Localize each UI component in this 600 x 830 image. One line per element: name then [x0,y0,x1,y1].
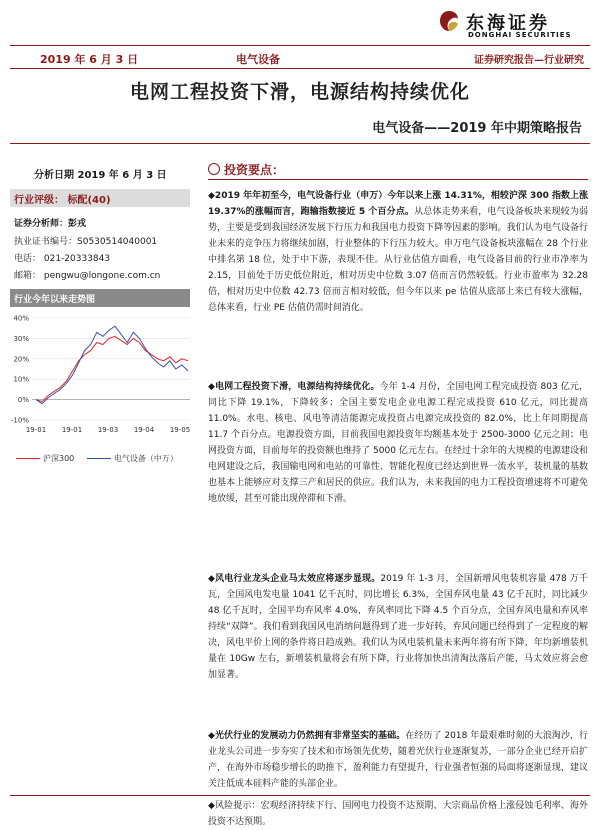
brand-name-en: DONGHAI SECURITIES [468,31,572,39]
paragraph-risk: ◆风险提示：宏观经济持续下行、国网电力投资不达预期、大宗商品价格上涨侵蚀毛利率、海外投资不达预期。 [208,801,588,827]
series-line-hs300 [36,336,188,401]
y-tick-label: 10% [13,375,29,384]
chart-legend [16,453,178,464]
industry-rating: 行业评级： 标配(40) [14,195,111,206]
key-points-divider [208,179,588,180]
key-points-icon [208,163,220,175]
logo-mark-icon [438,10,460,32]
page-subtitle: 电气设备——2019 年中期策略报告 [372,121,582,136]
y-tick-label: 20% [13,355,29,364]
y-tick-label: 40% [13,314,29,323]
x-tick-label: 19-03 [97,426,119,434]
x-tick-label: 19-01 [25,426,47,434]
header-top-rule [10,45,590,46]
paragraph-grid-investment: ◆电网工程投资下滑，电源结构持续优化。今年 1-4 月份，全国电网工程完成投资 803 亿元，同比下降 19.1%，下降较多；全国主要发电企业电源工程完成投资 610 亿元，同比提高 11.0%。水电、核电、风电等清洁能源完成投资占电源完成投资的 82.0%，比上年同期提高 11.7 个百分点。电源投资方面，目前我国电源投资年均额基本处于 2500-3000 亿元之间；电网投资方面，目前每年的投资额也维持了 5000 亿元左右。在经过十余年的大规模的电源建设和电网建设之后，我国输电网和电站的可靠性、智能化程度已经达到世界一流水平，装机量的基数也基本上能够应对支撑三产和居民的供应。我们认为，未来我国的电力工程投资增速将不可避免地放缓，甚至可能出现停滞和下滑。 [208,382,588,504]
y-tick-label: -10% [10,416,29,425]
x-tick-label: 19-05 [169,426,191,434]
key-points-heading: 投资要点： [208,161,284,178]
footer-rule [10,795,590,796]
report-sector: 电气设备 [236,53,280,66]
brand-logo [438,6,588,40]
analyst-email[interactable]: 邮箱： pengwu@longone.com.cn [14,271,161,281]
legend-swatch-elec [87,458,111,459]
x-tick-label: 19-04 [133,426,155,434]
title-rule [10,143,590,144]
legend-label-hs300: 沪深300 [43,454,75,463]
chart-heading: 行业今年以来走势图 [14,295,96,305]
analyst-cert: 执业证书编号：S0530514040001 [14,237,158,247]
legend-swatch-hs300 [16,458,40,459]
x-tick-label: 19-01 [61,426,83,434]
y-tick-label: 0% [17,396,29,405]
brand-name-cn: 东海证券 [466,13,550,34]
report-date: 2019 年 6 月 3 日 [40,53,139,66]
report-type: 证券研究报告—行业研究 [474,55,584,66]
page-title: 电网工程投资下滑，电源结构持续优化 [129,81,470,103]
paragraph-wind-power: ◆风电行业龙头企业马太效应将逐步显现。2019 年 1-3 月，全国新增风电装机容量 478 万千瓦，全国风电发电量 1041 亿千瓦时，同比增长 6.3%，全国弃风电量 43 亿千瓦时，同比减少 48 亿千瓦时，全国平均弃风率 4.0%，弃风率同比下降 4.5 个百分点，全国弃风电量和弃风率持续“双降”。我们看到我国风电消纳问题得到了进一步好转，弃风问题已经得到了一定程度的解决，风电平价上网的条件将日趋成熟。我们认为风电装机量未来两年将有所下降，年均新增装机量在 10Gw 左右，新增装机量将会有所下降，行业将加快出清淘汰落后产能，马太效应将会愈加显著。 [208,574,588,680]
y-tick-label: 30% [13,334,29,343]
industry-trend-chart [10,312,195,440]
legend-label-elec: 电气设备（中万） [113,454,178,463]
paragraph-solar: ◆光伏行业的发展动力仍然拥有非常坚实的基础。在经历了 2018 年最艰难时刻的大浪淘沙，行业龙头公司进一步夯实了技术和市场领先优势，随着光伏行业逐渐复苏，一部分企业已经开启扩产，在海外市场稳步增长的助推下，盈利能力有望提升，行业强者恒强的局面将逐渐显现，建议关注低成本硅料产能的头部企业。 [208,731,588,789]
header-bottom-rule [10,68,590,69]
analysis-date: 分析日期 2019 年 6 月 3 日 [34,170,167,181]
analyst-name: 证券分析师：彭戎 [14,219,87,229]
paragraph-market-performance: ◆2019 年年初至今，电气设备行业（申万）今年以来上涨 14.31%，相较沪深 300 指数上涨 19.37%的涨幅而言，跑输指数接近 5 个百分点。从总体走势来看，电气设备板块来现较为弱势，主要是受到我国经济发展下行压力和我国电力投资下降等因素的影响。我们认为电气设备行业未来的竞争压力将继续加剧，行业整体的下行压力较大。申万电气设备板块涨幅在 28 个行业中排名第 18 位，处于中下游，表现不佳。从行业估值方面看，电气设备目前的行业市净率为 2.15，目前处于历史低位附近，相对历史中位数 3.07 倍而言仍然较低。行业市盈率为 32.28 倍，相对历史中位数 42.73 倍而言相对较低，但今年以来 pe 估值从底部上来已有较大涨幅，总体来看，行业 PE 估值仍需时间消化。 [208,191,589,313]
analyst-phone: 电话： 021-20333843 [14,254,111,264]
